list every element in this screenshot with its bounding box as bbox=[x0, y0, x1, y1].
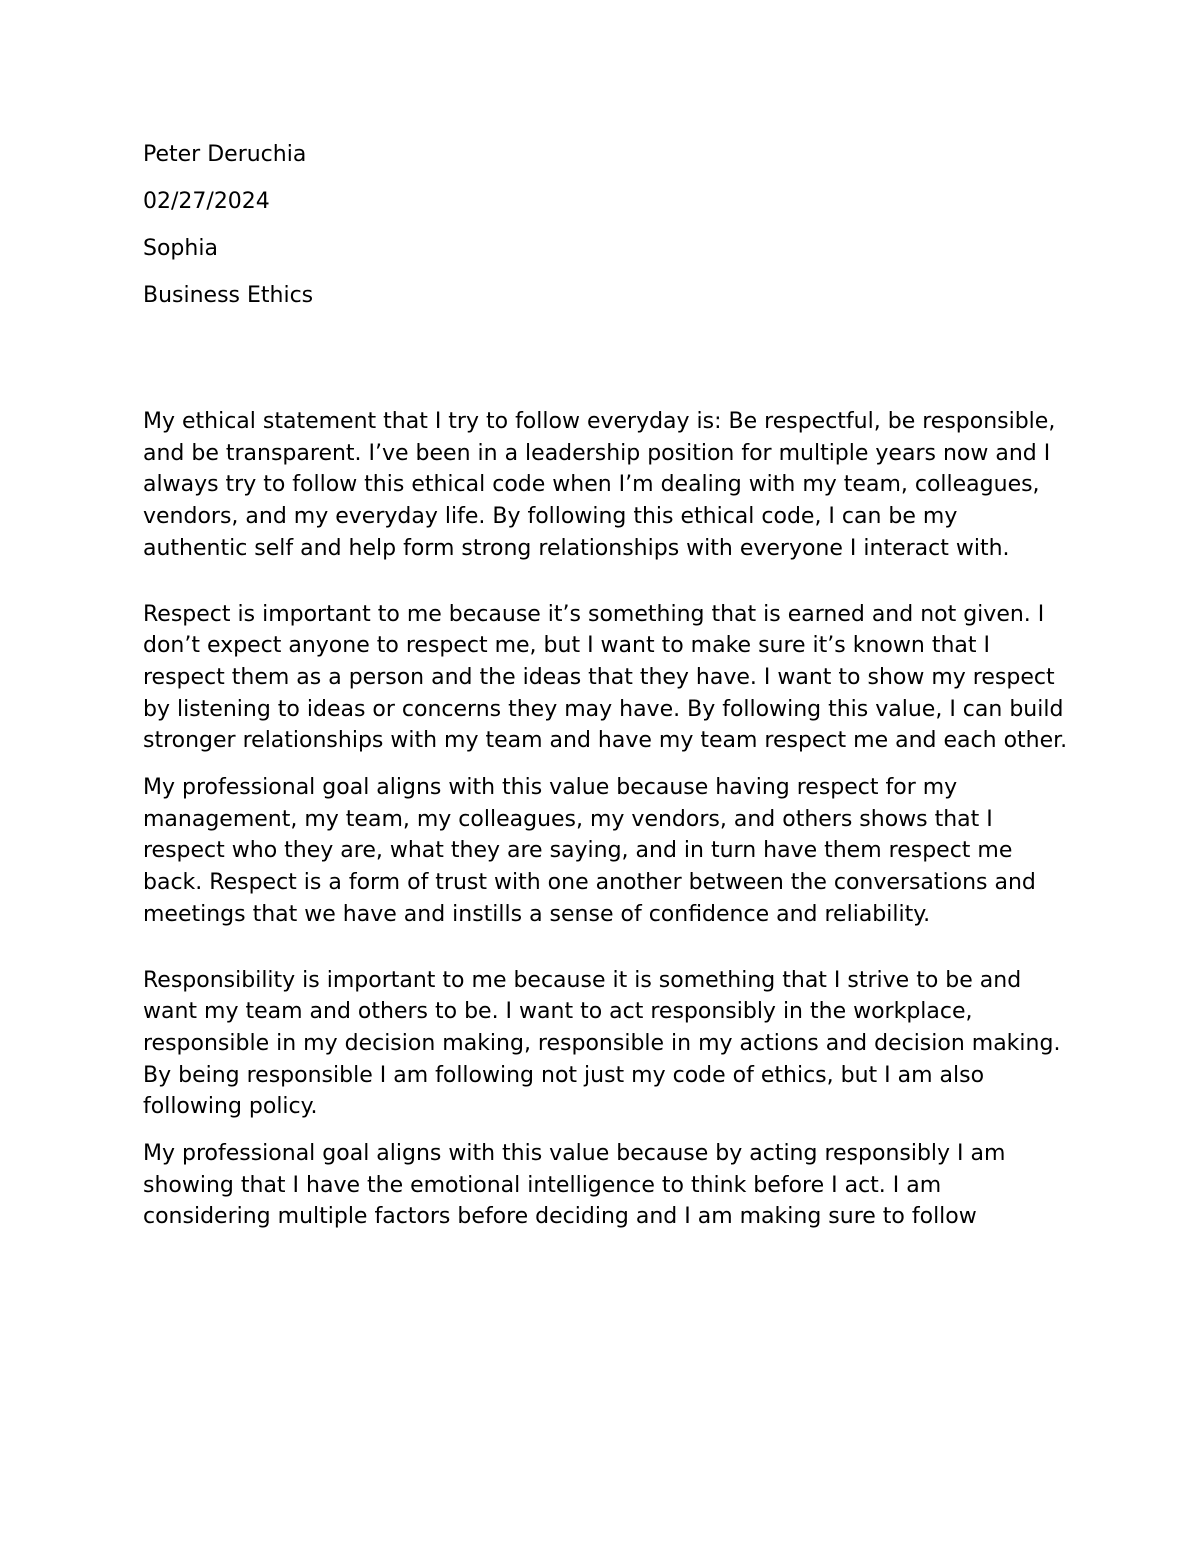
course-name: Business Ethics bbox=[143, 283, 314, 308]
blank-space bbox=[143, 327, 1068, 406]
paragraph-ethical-statement: My ethical statement that I try to follow everyday is: Be respectful, be responsible, and be transparent. I’ve been in a leadership position for multiple years now and I always try to follow this ethical code when I’m dealing with my team, colleagues, vendors, and my everyday life. By following this ethical code, I can be my authentic self and help form strong relationships with everyone I interact with. bbox=[143, 409, 1056, 561]
paragraph-responsibility-goal: My professional goal aligns with this value because by acting responsibly I am showing that I have the emotional intelligence to think before I act. I am considering multiple factors before deciding and I am making sure to follow bbox=[143, 1141, 1006, 1230]
paragraph-respect: Respect is important to me because it’s something that is earned and not given. I don’t expect anyone to respect me, but I want to make sure it’s known that I respect them as a person and the ideas that they have. I want to show my respect by listening to ideas or concerns they may have. By following this value, I can build stronger relationships with my team and have my team respect me and each other. bbox=[143, 601, 1068, 754]
instructor-name: Sophia bbox=[143, 236, 218, 261]
paragraph-respect-goal: My professional goal aligns with this value because having respect for my management, my team, my colleagues, my vendors, and others shows that I respect who they are, what they are saying, and in turn have them respect me back. Respect is a form of trust with one another between the conversations and meetings that we have and instills a sense of confidence and reliability. bbox=[143, 775, 1036, 927]
document-date: 02/27/2024 bbox=[143, 189, 270, 214]
paragraph-responsibility: Responsibility is important to me because it is something that I strive to be and want my team and others to be. I want to act responsibly in the workplace, responsible in my decision making, responsible in my actions and decision making. By being responsible I am following not just my code of ethics, but I am also following policy. bbox=[143, 967, 1061, 1120]
document-body bbox=[143, 139, 1068, 1233]
author-name: Peter Deruchia bbox=[143, 142, 307, 167]
